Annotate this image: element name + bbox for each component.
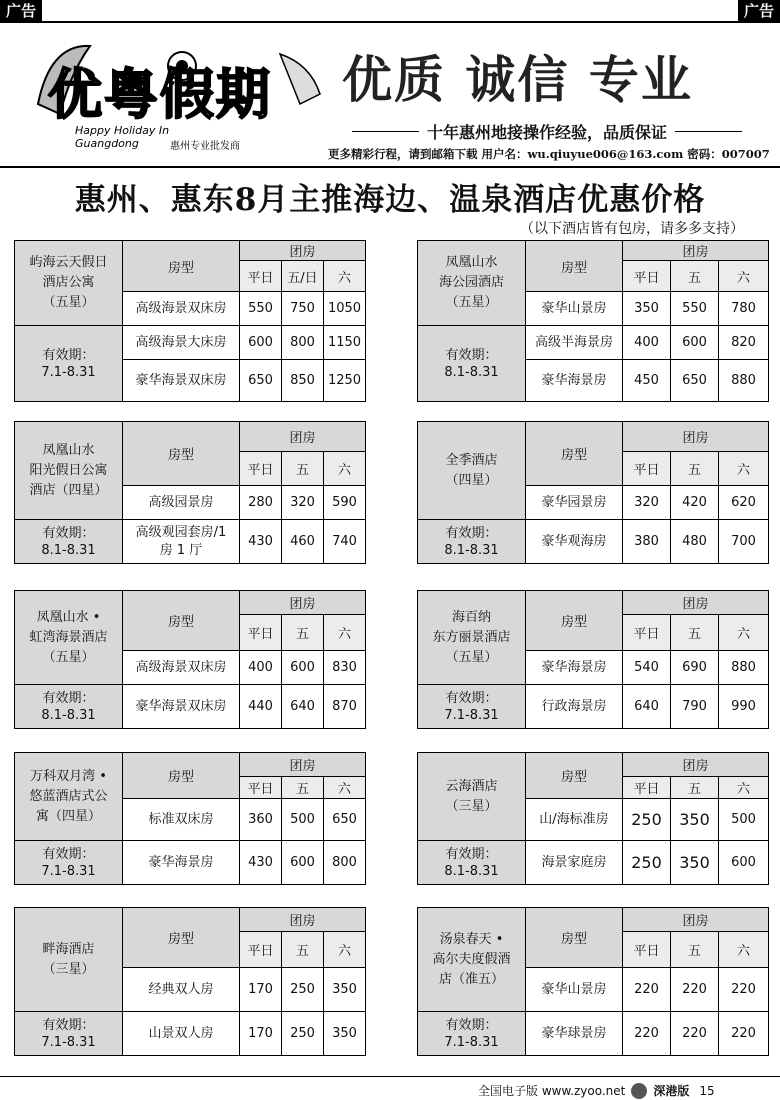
hotel-name: 凤凰山水 • 虹湾海景酒店 （五星）	[15, 591, 123, 685]
price-cell: 250	[623, 841, 671, 885]
logo-text: 优粤假期	[48, 63, 272, 126]
price-cell: 640	[282, 685, 324, 729]
hotel-name: 万科双月湾 • 悠蓝酒店式公 寓（四星）	[15, 753, 123, 841]
price-cell: 250	[623, 799, 671, 841]
room-type: 高级园景房	[123, 486, 240, 520]
price-cell: 220	[623, 1012, 671, 1056]
room-type-header: 房型	[526, 241, 623, 292]
hotel-table	[417, 752, 769, 885]
price-cell: 250	[282, 1012, 324, 1056]
friday-header: 五	[671, 261, 719, 292]
price-cell: 880	[719, 651, 769, 685]
price-cell: 740	[324, 520, 366, 564]
room-type: 高级海景大床房	[123, 326, 240, 360]
room-type: 高级海景双床房	[123, 292, 240, 326]
price-cell: 400	[623, 326, 671, 360]
price-cell: 1150	[324, 326, 366, 360]
validity: 有效期： 7.1-8.31	[418, 1012, 526, 1056]
saturday-header: 六	[324, 777, 366, 799]
price-cell: 320	[282, 486, 324, 520]
saturday-header: 六	[324, 261, 366, 292]
price-cell: 750	[282, 292, 324, 326]
price-cell: 360	[240, 799, 282, 841]
price-cell: 780	[719, 292, 769, 326]
price-cell: 600	[671, 326, 719, 360]
room-type: 豪华海景房	[526, 651, 623, 685]
hotel-name: 畔海酒店 （三星）	[15, 908, 123, 1012]
saturday-header: 六	[719, 261, 769, 292]
validity: 有效期： 7.1-8.31	[15, 1012, 123, 1056]
price-cell: 550	[671, 292, 719, 326]
room-type: 行政海景房	[526, 685, 623, 729]
room-type: 豪华球景房	[526, 1012, 623, 1056]
group-header: 团房	[623, 241, 769, 261]
saturday-header: 六	[719, 932, 769, 968]
weekday-header: 平日	[240, 615, 282, 651]
footer-region: 深港版	[653, 1084, 690, 1098]
price-cell: 450	[623, 360, 671, 402]
logo-chinese-sub: 惠州专业批发商	[170, 141, 240, 152]
room-type: 山景双人房	[123, 1012, 240, 1056]
footer-edition: 全国电子版 www.zyoo.net	[478, 1084, 626, 1098]
validity: 有效期： 7.1-8.31	[15, 841, 123, 885]
price-cell: 600	[719, 841, 769, 885]
group-header: 团房	[240, 422, 366, 452]
page-title: 惠州、惠东8月主推海边、温泉酒店优惠价格	[74, 182, 706, 218]
contact-info: 更多精彩行程，请到邮箱下载 用户名：wu.qiuyue006@163.com 密码：007007	[328, 147, 770, 161]
group-header: 团房	[240, 908, 366, 932]
hotel-table	[14, 240, 366, 402]
page-number: 15	[699, 1083, 715, 1098]
price-cell: 500	[719, 799, 769, 841]
price-cell: 600	[282, 651, 324, 685]
sub-slogan-text: 十年惠州地接操作经验，品质保证	[427, 123, 668, 142]
price-cell: 1050	[324, 292, 366, 326]
room-type: 山/海标准房	[526, 799, 623, 841]
room-type: 经典双人房	[123, 968, 240, 1012]
hotel-name: 凤凰山水 海公园酒店 （五星）	[418, 241, 526, 326]
room-type-header: 房型	[526, 753, 623, 799]
friday-header: 五	[282, 777, 324, 799]
price-cell: 590	[324, 486, 366, 520]
price-cell: 650	[240, 360, 282, 402]
friday-header: 五	[282, 615, 324, 651]
weekday-header: 平日	[623, 777, 671, 799]
price-cell: 690	[671, 651, 719, 685]
price-cell: 440	[240, 685, 282, 729]
room-type: 标准双床房	[123, 799, 240, 841]
ad-label-left: 广告	[0, 0, 42, 22]
price-cell: 880	[719, 360, 769, 402]
price-cell: 870	[324, 685, 366, 729]
price-cell: 350	[671, 799, 719, 841]
price-cell: 220	[719, 1012, 769, 1056]
hotel-name: 海百纳 东方丽景酒店 （五星）	[418, 591, 526, 685]
group-header: 团房	[623, 908, 769, 932]
logo-english-line2: Guangdong	[75, 137, 139, 150]
hotel-name: 汤泉春天 • 高尔夫度假酒 店（准五）	[418, 908, 526, 1012]
room-type: 豪华山景房	[526, 968, 623, 1012]
weekday-header: 平日	[240, 452, 282, 486]
saturday-header: 六	[719, 615, 769, 651]
hotel-name: 云海酒店 （三星）	[418, 753, 526, 841]
price-cell: 460	[282, 520, 324, 564]
friday-header: 五	[282, 452, 324, 486]
room-type-header: 房型	[526, 591, 623, 651]
group-header: 团房	[623, 591, 769, 615]
price-cell: 320	[623, 486, 671, 520]
saturday-header: 六	[719, 777, 769, 799]
validity: 有效期： 8.1-8.31	[418, 841, 526, 885]
price-cell: 430	[240, 841, 282, 885]
hotel-table	[417, 240, 769, 402]
hotel-table	[14, 590, 366, 729]
group-header: 团房	[623, 422, 769, 452]
group-header: 团房	[240, 753, 366, 777]
price-cell: 800	[282, 326, 324, 360]
hotel-name: 凤凰山水 阳光假日公寓 酒店（四星）	[15, 422, 123, 520]
price-cell: 990	[719, 685, 769, 729]
price-cell: 700	[719, 520, 769, 564]
group-header: 团房	[240, 591, 366, 615]
price-cell: 250	[282, 968, 324, 1012]
room-type: 豪华园景房	[526, 486, 623, 520]
saturday-header: 六	[324, 932, 366, 968]
weekday-header: 平日	[623, 452, 671, 486]
price-cell: 820	[719, 326, 769, 360]
price-cell: 550	[240, 292, 282, 326]
room-type-header: 房型	[526, 422, 623, 486]
price-cell: 280	[240, 486, 282, 520]
price-cell: 350	[324, 968, 366, 1012]
price-cell: 790	[671, 685, 719, 729]
publisher-logo-icon	[631, 1083, 647, 1099]
validity: 有效期： 8.1-8.31	[418, 326, 526, 402]
price-cell: 600	[240, 326, 282, 360]
friday-header: 五	[671, 452, 719, 486]
price-cell: 650	[671, 360, 719, 402]
price-cell: 350	[623, 292, 671, 326]
weekday-header: 平日	[240, 777, 282, 799]
price-cell: 400	[240, 651, 282, 685]
hotel-table	[14, 752, 366, 885]
group-header: 团房	[623, 753, 769, 777]
top-divider	[0, 21, 780, 23]
validity: 有效期： 7.1-8.31	[418, 685, 526, 729]
price-cell: 600	[282, 841, 324, 885]
room-type-header: 房型	[526, 908, 623, 968]
saturday-header: 六	[324, 615, 366, 651]
price-cell: 350	[324, 1012, 366, 1056]
friday-header: 五	[671, 777, 719, 799]
ad-label-right: 广告	[738, 0, 780, 22]
page-subtitle: （以下酒店皆有包房，请多多支持）	[520, 221, 744, 237]
room-type: 豪华海景双床房	[123, 360, 240, 402]
price-cell: 1250	[324, 360, 366, 402]
price-cell: 640	[623, 685, 671, 729]
price-cell: 430	[240, 520, 282, 564]
price-cell: 830	[324, 651, 366, 685]
friday-header: 五	[671, 932, 719, 968]
hotel-name: 屿海云天假日 酒店公寓 （五星）	[15, 241, 123, 326]
hotel-table	[14, 907, 366, 1056]
validity: 有效期： 7.1-8.31	[15, 326, 123, 402]
room-type: 豪华海景双床房	[123, 685, 240, 729]
hotel-table	[14, 421, 366, 564]
saturday-header: 六	[719, 452, 769, 486]
weekday-header: 平日	[623, 261, 671, 292]
validity: 有效期： 8.1-8.31	[15, 520, 123, 564]
price-cell: 170	[240, 968, 282, 1012]
validity: 有效期： 8.1-8.31	[418, 520, 526, 564]
header-divider	[0, 166, 780, 168]
price-cell: 380	[623, 520, 671, 564]
price-cell: 220	[671, 1012, 719, 1056]
group-header: 团房	[240, 241, 366, 261]
room-type: 豪华海景房	[526, 360, 623, 402]
price-cell: 220	[623, 968, 671, 1012]
room-type: 豪华观海房	[526, 520, 623, 564]
price-cell: 220	[671, 968, 719, 1012]
weekday-header: 平日	[623, 932, 671, 968]
page-footer	[478, 1082, 715, 1099]
room-type-header: 房型	[123, 422, 240, 486]
price-cell: 650	[324, 799, 366, 841]
friday-header: 五	[671, 615, 719, 651]
room-type-header: 房型	[123, 591, 240, 651]
room-type: 豪华山景房	[526, 292, 623, 326]
hotel-table	[417, 590, 769, 729]
room-type-header: 房型	[123, 908, 240, 968]
hotel-name: 全季酒店 （四星）	[418, 422, 526, 520]
price-cell: 620	[719, 486, 769, 520]
room-type-header: 房型	[123, 241, 240, 292]
room-type: 高级半海景房	[526, 326, 623, 360]
slogan: 优质 诚信 专业	[342, 50, 693, 109]
hotel-table	[417, 421, 769, 564]
weekday-header: 平日	[623, 615, 671, 651]
room-type: 海景家庭房	[526, 841, 623, 885]
price-cell: 540	[623, 651, 671, 685]
price-cell: 220	[719, 968, 769, 1012]
weekday-header: 平日	[240, 932, 282, 968]
price-cell: 850	[282, 360, 324, 402]
footer-divider	[0, 1076, 780, 1077]
room-type-header: 房型	[123, 753, 240, 799]
price-cell: 350	[671, 841, 719, 885]
price-cell: 480	[671, 520, 719, 564]
validity: 有效期： 8.1-8.31	[15, 685, 123, 729]
saturday-header: 六	[324, 452, 366, 486]
logo-english-line1: Happy Holiday In	[75, 124, 170, 137]
price-cell: 500	[282, 799, 324, 841]
price-cell: 800	[324, 841, 366, 885]
friday-header: 五	[282, 932, 324, 968]
friday-header: 五/日	[282, 261, 324, 292]
price-cell: 420	[671, 486, 719, 520]
room-type: 豪华海景房	[123, 841, 240, 885]
brand-logo	[30, 34, 330, 154]
weekday-header: 平日	[240, 261, 282, 292]
room-type: 高级海景双床房	[123, 651, 240, 685]
room-type: 高级观园套房/1 房 1 厅	[123, 520, 240, 564]
sub-slogan	[352, 120, 742, 143]
price-cell: 170	[240, 1012, 282, 1056]
hotel-table	[417, 907, 769, 1056]
